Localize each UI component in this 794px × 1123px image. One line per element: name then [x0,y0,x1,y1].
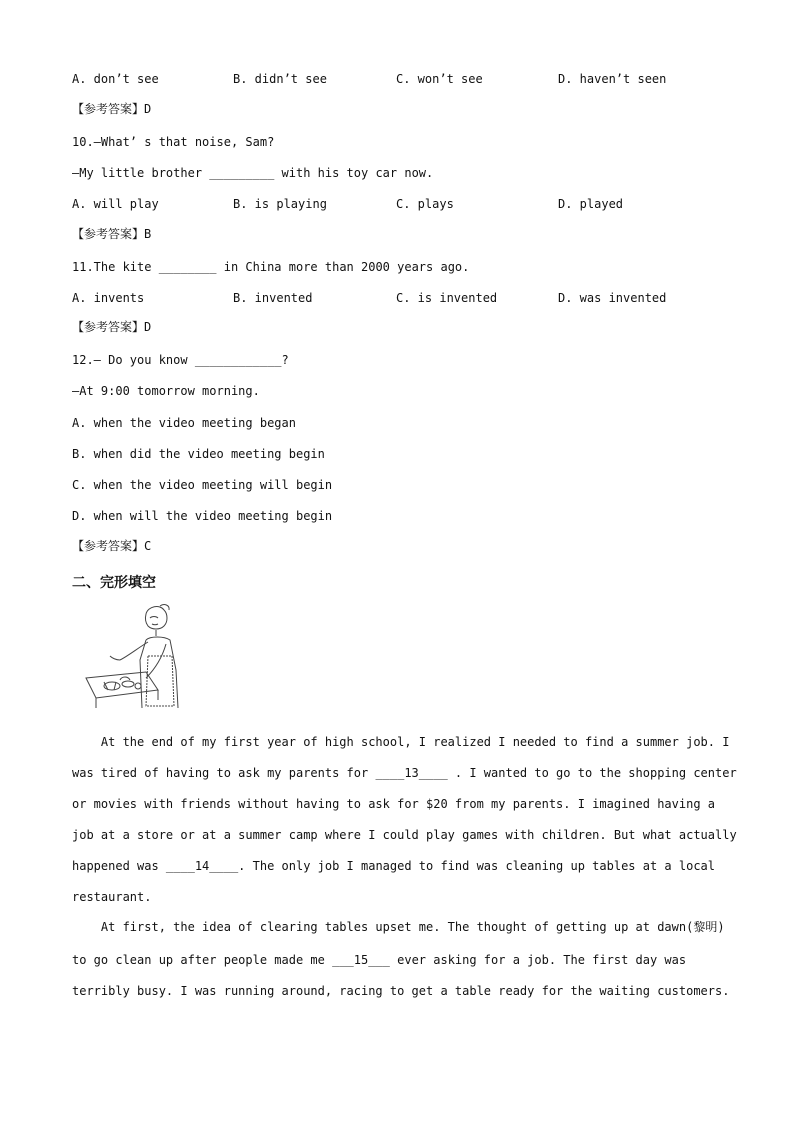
q11-option-b[interactable]: B. invented [233,291,313,305]
q11-blank: ________ [158,260,217,274]
q11-answer [72,319,151,335]
q11-stem [72,259,469,275]
waitress-illustration [76,600,188,712]
q10-line2 [72,165,433,181]
blank-14[interactable]: ____14____ [165,859,239,873]
q11-stem-pre: 11.The kite [72,260,159,274]
passage-p1-line4: job at a store or at a summer camp where I could play games with children. But what actually [72,828,737,842]
q12-answer [72,538,151,554]
q12-stem-post: ? [281,353,289,367]
q12-option-d[interactable]: D. when will the video meeting begin [72,509,333,523]
q12-option-a[interactable]: A. when the video meeting began [72,416,296,430]
q10-blank: _________ [209,166,275,180]
passage-text: happened was [72,859,166,873]
q12-option-c[interactable]: C. when the video meeting will begin [72,478,333,492]
q11-options [72,290,722,306]
q12-option-b[interactable]: B. when did the video meeting begin [72,447,325,461]
q9-answer [72,101,151,117]
answer-value: B [144,227,152,241]
answer-value: D [144,102,152,116]
passage-p2-line1: At first, the idea of clearing tables upset me. The thought of getting up at dawn(黎明) [72,920,725,934]
passage-text: ever asking for a job. The first day was [389,953,687,967]
q9-option-a[interactable]: A. don’t see [72,72,159,86]
q9-option-d[interactable]: D. haven’t seen [558,72,667,86]
q10-option-d[interactable]: D. played [558,197,624,211]
q10-option-b[interactable]: B. is playing [233,197,327,211]
q12-line2: —At 9:00 tomorrow morning. [72,384,260,398]
q11-stem-post: in China more than 2000 years ago. [216,260,470,274]
q11-option-c[interactable]: C. is invented [396,291,498,305]
q9-option-c[interactable]: C. won’t see [396,72,483,86]
passage-p1-line2 [72,765,737,781]
answer-label: 【参考答案】 [72,102,145,116]
q11-option-a[interactable]: A. invents [72,291,145,305]
q10-answer [72,226,151,242]
passage-text: . I wanted to go to the shopping center [447,766,737,780]
q10-option-a[interactable]: A. will play [72,197,159,211]
q9-options [72,71,722,87]
q12-stem [72,352,289,368]
q11-option-d[interactable]: D. was invented [558,291,667,305]
passage-p1-line6: restaurant. [72,890,152,904]
q10-line2-pre: —My little brother [72,166,210,180]
answer-label: 【参考答案】 [72,320,145,334]
passage-p1-line1: At the end of my first year of high school, I realized I needed to find a summer job. I [72,735,730,749]
q9-option-b[interactable]: B. didn’t see [233,72,327,86]
passage-p2-line3: terribly busy. I was running around, racing to get a table ready for the waiting customers. [72,984,730,998]
section-heading: 二、完形填空 [72,575,156,591]
passage-p2-line2 [72,952,686,968]
blank-13[interactable]: ____13____ [375,766,448,780]
passage-p1-line5 [72,858,715,874]
q10-options [72,196,722,212]
passage-text: was tired of having to ask my parents for [72,766,376,780]
answer-value: C [144,539,152,553]
q12-stem-pre: 12.— Do you know [72,353,195,367]
q10-option-c[interactable]: C. plays [396,197,454,211]
passage-p1-line3: or movies with friends without having to ask for $20 from my parents. I imagined having a [72,797,715,811]
blank-15[interactable]: ___15___ [332,953,390,967]
passage-text: to go clean up after people made me [72,953,333,967]
answer-label: 【参考答案】 [72,539,145,553]
passage-text: . The only job I managed to find was cleaning up tables at a local [238,859,715,873]
q10-line2-post: with his toy car now. [274,166,434,180]
q10-stem: 10.—What’ s that noise, Sam? [72,135,275,149]
answer-value: D [144,320,152,334]
q12-blank: ____________ [194,353,282,367]
answer-label: 【参考答案】 [72,227,145,241]
